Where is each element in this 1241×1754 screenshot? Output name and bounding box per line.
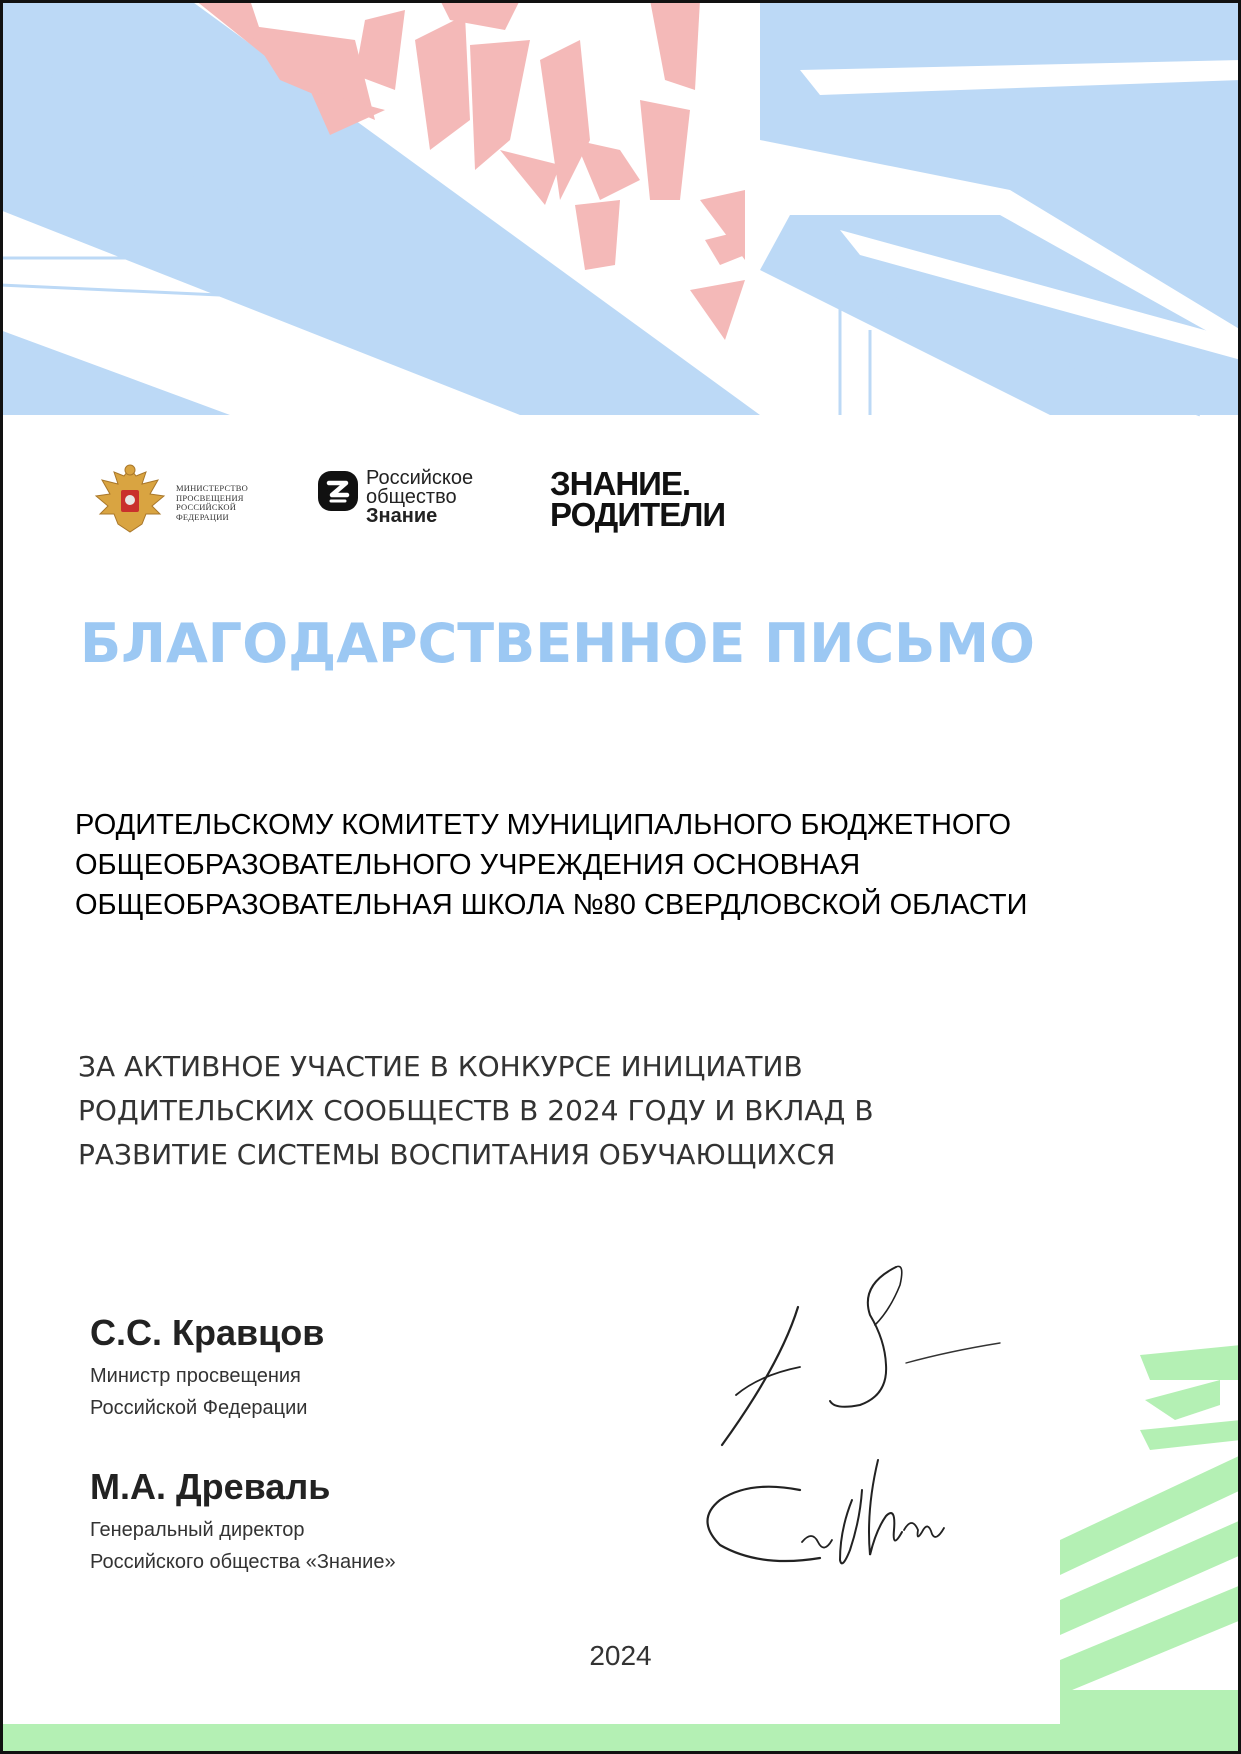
signer-name: С.С. Кравцов xyxy=(90,1312,325,1353)
coat-of-arms-icon xyxy=(88,462,172,542)
signer-name: М.А. Древаль xyxy=(90,1466,331,1507)
award-reason-text xyxy=(78,1045,1128,1177)
recipient-line: РОДИТЕЛЬСКОМУ КОМИТЕТУ МУНИЦИПАЛЬНОГО БЮДЖЕТНОГО xyxy=(75,809,1012,841)
znanie-parents-logo: ЗНАНИЕ. РОДИТЕЛИ xyxy=(550,465,726,533)
signature-kravtsov xyxy=(700,1255,1020,1455)
document-year: 2024 xyxy=(589,1640,652,1671)
recipient-text xyxy=(75,805,1125,925)
znanie-society-logo-icon xyxy=(318,471,358,511)
reason-line: РОДИТЕЛЬСКИХ СООБЩЕСТВ В 2024 ГОДУ И ВКЛАД В xyxy=(78,1094,874,1127)
document-title: БЛАГОДАРСТВЕННОЕ ПИСЬМО xyxy=(80,612,1035,675)
signature-dreval xyxy=(690,1450,970,1585)
logos-row xyxy=(88,462,888,542)
decorative-header-graphic xyxy=(0,0,1241,420)
signer-block-minister xyxy=(90,1312,324,1424)
signer-role: Генеральный директор Российского общества «Знание» xyxy=(90,1519,396,1573)
ministry-name: МИНИСТЕРСТВО ПРОСВЕЩЕНИЯ РОССИЙСКОЙ ФЕДЕРАЦИИ xyxy=(176,483,248,522)
recipient-line: ОБЩЕОБРАЗОВАТЕЛЬНАЯ ШКОЛА №80 СВЕРДЛОВСКОЙ ОБЛАСТИ xyxy=(75,889,1028,921)
recipient-line: ОБЩЕОБРАЗОВАТЕЛЬНОГО УЧРЕЖДЕНИЯ ОСНОВНАЯ xyxy=(75,849,861,881)
signer-block-director xyxy=(90,1466,396,1578)
reason-line: ЗА АКТИВНОЕ УЧАСТИЕ В КОНКУРСЕ ИНИЦИАТИВ xyxy=(78,1050,803,1083)
znanie-society-name: Российское общество Знание xyxy=(366,467,474,527)
reason-line: РАЗВИТИЕ СИСТЕМЫ ВОСПИТАНИЯ ОБУЧАЮЩИХСЯ xyxy=(78,1138,836,1171)
signer-role: Министр просвещения Российской Федерации xyxy=(90,1365,308,1419)
